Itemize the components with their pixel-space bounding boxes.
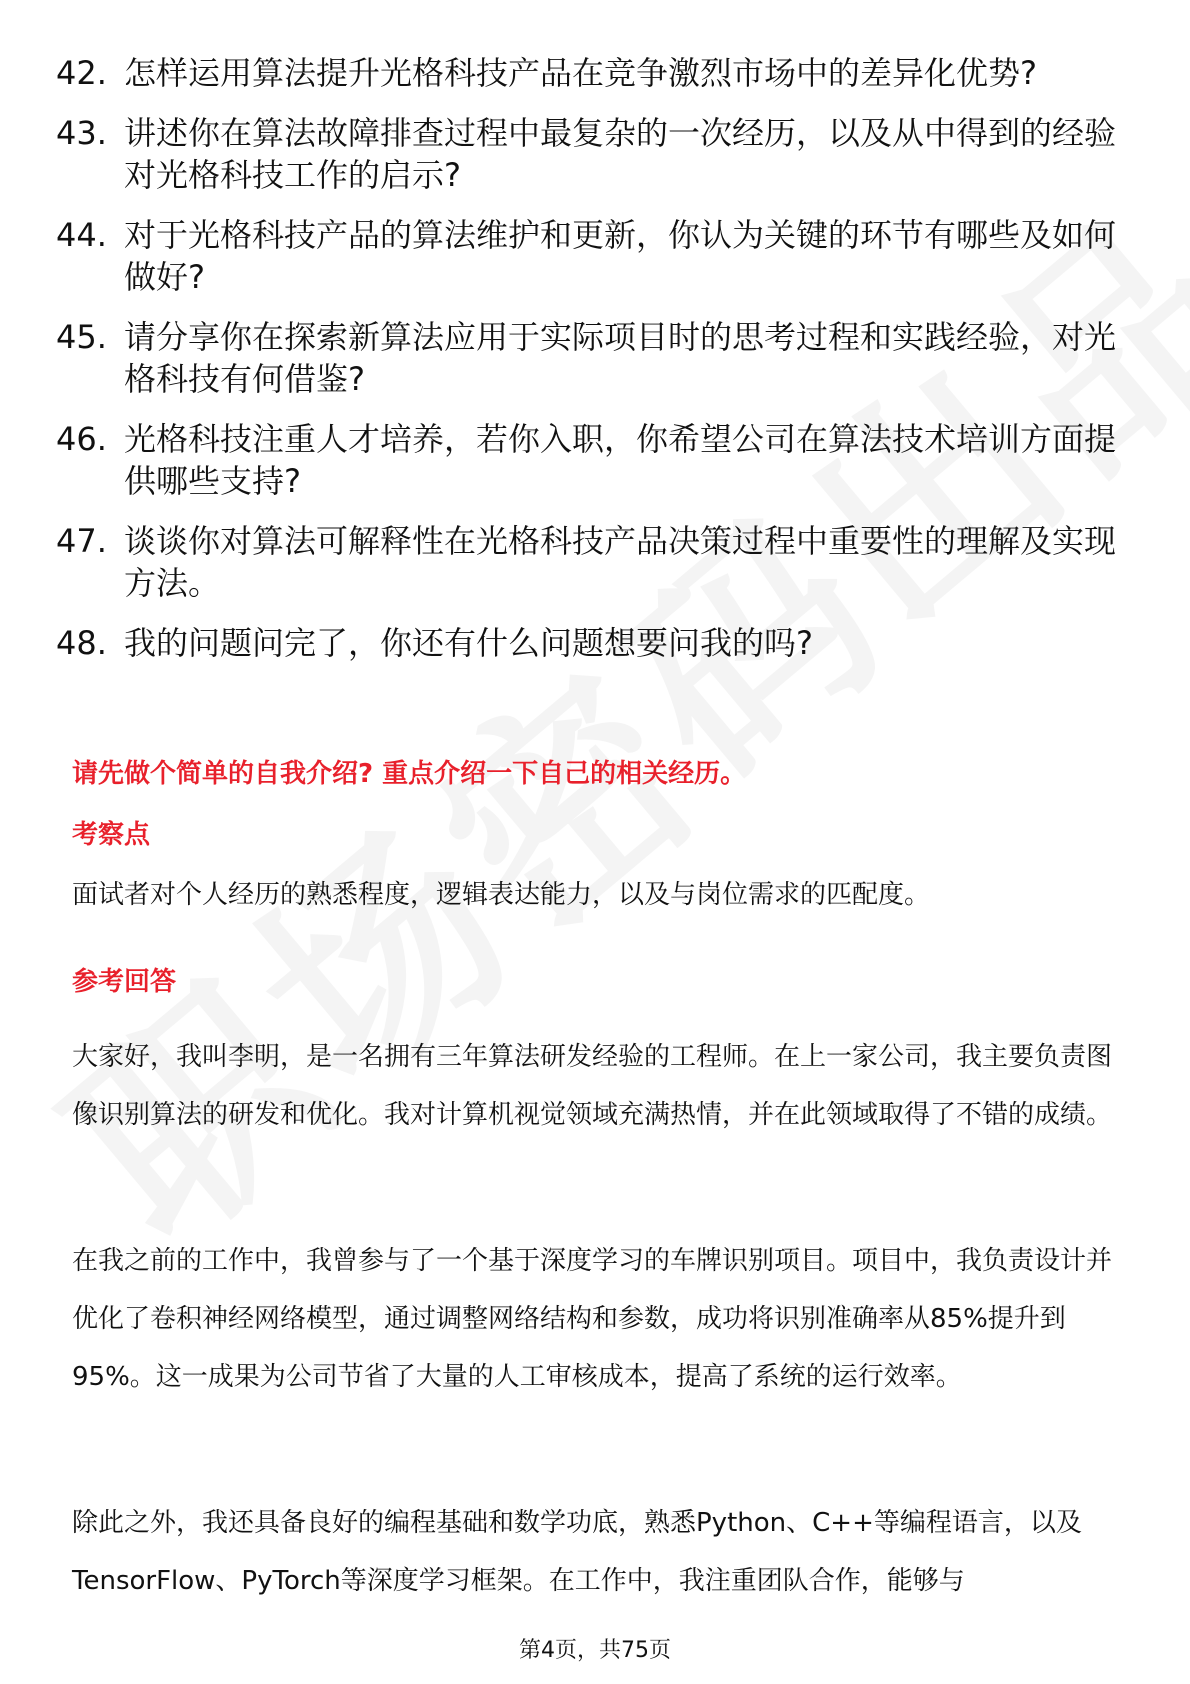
question-number: 48. — [56, 624, 107, 662]
question-item — [56, 52, 1126, 94]
question-number: 45. — [56, 318, 107, 356]
question-item — [56, 214, 1126, 298]
question-number: 46. — [56, 420, 107, 458]
question-text: 怎样运用算法提升光格科技产品在竞争激烈市场中的差异化优势? — [124, 54, 1037, 92]
check-point-label: 考察点 — [72, 820, 151, 850]
question-item — [56, 418, 1126, 502]
reference-answer-label: 参考回答 — [72, 967, 177, 997]
question-text: 我的问题问完了，你还有什么问题想要问我的吗? — [124, 624, 813, 662]
question-headline: 请先做个简单的自我介绍? 重点介绍一下自己的相关经历。 — [72, 759, 747, 789]
answer-paragraph: 除此之外，我还具备良好的编程基础和数学功底，熟悉Python、C++等编程语言，以及TensorFlow、PyTorch等深度学习框架。在工作中，我注重团队合作，能够与 — [72, 1508, 1082, 1596]
question-item — [56, 316, 1126, 400]
question-item — [56, 622, 1126, 664]
check-point-text: 面试者对个人经历的熟悉程度，逻辑表达能力，以及与岗位需求的匹配度。 — [72, 880, 931, 910]
question-text: 对于光格科技产品的算法维护和更新，你认为关键的环节有哪些及如何做好? — [124, 216, 1117, 296]
question-text: 光格科技注重人才培养，若你入职，你希望公司在算法技术培训方面提供哪些支持? — [124, 420, 1117, 500]
question-text: 请分享你在探索新算法应用于实际项目时的思考过程和实践经验，对光格科技有何借鉴? — [124, 318, 1117, 398]
question-list — [56, 52, 1126, 682]
question-text: 讲述你在算法故障排查过程中最复杂的一次经历，以及从中得到的经验对光格科技工作的启示? — [124, 114, 1117, 194]
question-number: 47. — [56, 522, 107, 560]
answer-paragraph: 大家好，我叫李明，是一名拥有三年算法研发经验的工程师。在上一家公司，我主要负责图像识别算法的研发和优化。我对计算机视觉领域充满热情，并在此领域取得了不错的成绩。 — [72, 1042, 1113, 1130]
question-item — [56, 520, 1126, 604]
question-number: 42. — [56, 54, 107, 92]
question-number: 43. — [56, 114, 107, 152]
question-text: 谈谈你对算法可解释性在光格科技产品决策过程中重要性的理解及实现方法。 — [124, 522, 1117, 602]
question-item — [56, 112, 1126, 196]
answer-paragraph: 在我之前的工作中，我曾参与了一个基于深度学习的车牌识别项目。项目中，我负责设计并优化了卷积神经网络模型，通过调整网络结构和参数，成功将识别准确率从85%提升到95%。这一成果为公司节省了大量的人工审核成本，提高了系统的运行效率。 — [72, 1246, 1113, 1392]
page-footer: 第4页，共75页 — [519, 1638, 671, 1663]
question-number: 44. — [56, 216, 107, 254]
